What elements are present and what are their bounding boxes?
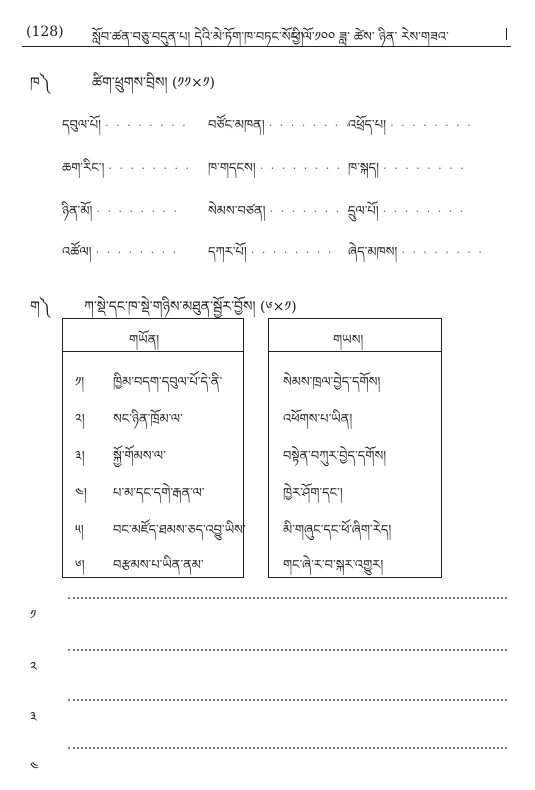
page-header bbox=[22, 22, 511, 47]
section-ka-title: ཚིག་ཕྲུགས་བྲིས། (༡༡×༡) bbox=[92, 75, 215, 91]
vocab-item: ཉིན་མོ། · · · · · · · · bbox=[62, 204, 179, 219]
vocab-item: འཚོལ། · · · · · · · · bbox=[62, 245, 179, 260]
left-column-table bbox=[62, 318, 244, 578]
list-item: ༡། ཁྱིམ་བདག་དབུལ་པོ་དེ་ནི་ bbox=[75, 375, 223, 390]
left-column-header: གཡོན། bbox=[129, 333, 160, 348]
list-item: སེམས་ཁྲལ་བྱེད་དགོས། bbox=[283, 375, 381, 390]
list-item: ༤། པ་མ་དང་དགེ་རྒན་ལ་ bbox=[75, 486, 205, 501]
book-title: སློབ་ཚན་བཅུ་བདུན་པ། དེའི་མེ་ཏོག་ཁ་བཏང་སོང་། bbox=[92, 30, 304, 45]
vocab-item: དཀར་པོ། · · · · · · · · bbox=[208, 245, 334, 260]
vocab-item: དྲུལ་པོ། · · · · · · · · bbox=[348, 204, 466, 219]
section-ga-title: ཀ་སྡེ་དང་ཁ་སྡེ་གཉིས་མཐུན་སྦྱོར་བྱོས། (༦×༡) bbox=[84, 299, 297, 315]
list-item: བསྟེན་བཀུར་བྱེད་དགོས། bbox=[283, 449, 387, 464]
date-line: ཕྱི་ལོ་༡༠༠ ཟླ་ ཚེས་ ཉིན་ རེས་གཟའ་ bbox=[292, 30, 449, 45]
right-column-table bbox=[268, 318, 442, 578]
list-item: ༦། བརྩམས་པ་ཡིན་ནམ་ bbox=[75, 558, 204, 573]
vocab-item: འཕྲོད་པ། · · · · · · · · bbox=[348, 118, 473, 133]
vocab-item: ཞེད་མཁས། · · · · · · · · bbox=[348, 245, 484, 260]
right-column-header: གཡས། bbox=[333, 333, 364, 348]
vocab-item: ཆག་རིང་། · · · · · · · · bbox=[62, 161, 191, 176]
vocab-item: ཁ་སྐད། · · · · · · · · bbox=[348, 161, 466, 176]
list-item: མི་གཞུང་དང་ཕོ་ཞིག་རེད། bbox=[283, 523, 392, 538]
header-mark bbox=[506, 28, 507, 40]
answer-line[interactable] bbox=[68, 596, 507, 599]
list-item: ༣། སྐྱོ་གོམས་ལ་ bbox=[75, 449, 166, 464]
vocab-item: བཙོང་མཁན། · · · · · · · · bbox=[208, 118, 352, 133]
answer-number: ༡ bbox=[30, 608, 37, 623]
list-item: ཁྱེར་ཤོག་དང་། bbox=[283, 486, 343, 501]
answer-line[interactable] bbox=[68, 698, 507, 701]
answer-number: ༣ bbox=[30, 710, 37, 725]
vocab-item: ཁ་གདངས། · · · · · · · · bbox=[208, 161, 343, 176]
answer-number: ༤ bbox=[30, 760, 39, 775]
divider bbox=[63, 351, 243, 352]
answer-number: ༢ bbox=[30, 660, 37, 675]
list-item: འཕོགས་པ་ཡིན། bbox=[283, 412, 353, 427]
section-ga-label: ག༽ bbox=[30, 299, 50, 315]
list-item: ༢། སང་ཉིན་ཁྲོམ་ལ་ bbox=[75, 412, 183, 427]
section-ka-label: ཁ༽ bbox=[30, 75, 50, 91]
answer-line[interactable] bbox=[68, 746, 507, 749]
vocab-item: སེམས་བཙན། · · · · · · · · bbox=[208, 204, 353, 219]
vocab-item: དབུལ་པོ། · · · · · · · · bbox=[62, 118, 188, 133]
divider bbox=[269, 351, 441, 352]
list-item: ༥། བང་མཛོད་ཐམས་ཅད་འབྱུ་ཡིས་ bbox=[75, 523, 246, 538]
page-number: (128) bbox=[26, 24, 64, 40]
answer-line[interactable] bbox=[68, 648, 507, 651]
list-item: གང་ཞེ་ར་བ་སྐར་འགྱུར། bbox=[283, 558, 384, 573]
